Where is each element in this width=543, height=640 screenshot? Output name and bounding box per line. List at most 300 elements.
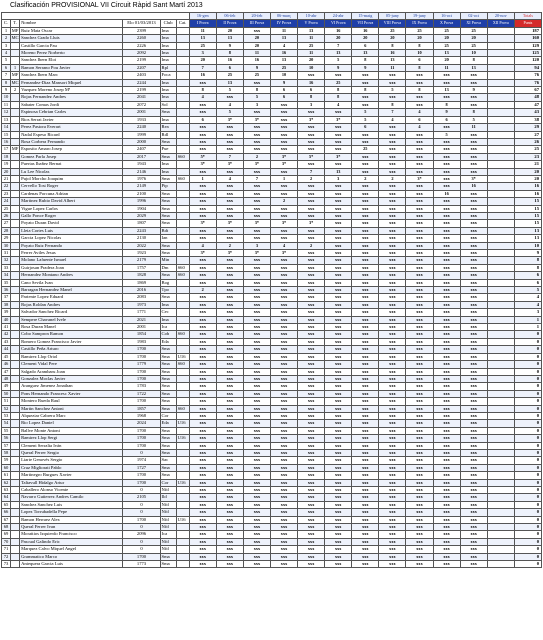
round-score-cell: xxx [352, 368, 379, 375]
round-score-cell [487, 87, 514, 94]
total-points-cell: 16 [514, 190, 541, 197]
round-score-cell: xxx [189, 131, 216, 138]
title-cell [11, 472, 20, 479]
club-cell: Sma [160, 361, 176, 368]
table-row [2, 546, 542, 553]
round-score-cell: xxx [460, 301, 487, 308]
date-cell: 16-gen [189, 13, 216, 20]
category-cell [176, 338, 189, 345]
category-cell [176, 220, 189, 227]
standings-body [2, 27, 542, 568]
round-score-cell [487, 368, 514, 375]
total-points-cell: 0 [514, 524, 541, 531]
elo-cell: 2130 [123, 235, 160, 242]
round-score-cell: xxx [189, 101, 216, 108]
table-row [2, 324, 542, 331]
category-cell [176, 442, 189, 449]
total-points-cell: 0 [514, 331, 541, 338]
total-points-cell: 67 [514, 87, 541, 94]
round-score-cell: xxx [298, 72, 325, 79]
round-score-cell: 6 [352, 42, 379, 49]
round-score-cell: xxx [460, 553, 487, 560]
round-score-cell: xxx [243, 235, 270, 242]
round-score-cell: xxx [433, 250, 460, 257]
round-score-cell: xxx [243, 368, 270, 375]
round-score-cell: xxx [406, 524, 433, 531]
round-score-cell: xxx [189, 227, 216, 234]
table-row [2, 487, 542, 494]
round-score-cell: xxx [298, 309, 325, 316]
round-score-cell: xxx [270, 212, 297, 219]
round-score-cell: 9 [460, 87, 487, 94]
position-cell: 38 [2, 301, 11, 308]
round-score-cell: 11 [270, 27, 297, 34]
table-row [2, 198, 542, 205]
elo-cell: 0 [123, 546, 160, 553]
club-cell: Sma [160, 250, 176, 257]
position-cell: 54 [2, 420, 11, 427]
round-score-cell: xxx [352, 427, 379, 434]
round-score-cell [487, 279, 514, 286]
round-score-cell: xxx [325, 398, 352, 405]
round-score-cell: xxx [352, 531, 379, 538]
round-score-cell: xxx [243, 316, 270, 323]
round-score-cell: xxx [298, 509, 325, 516]
category-cell [176, 398, 189, 405]
club-cell: Sma [160, 398, 176, 405]
round-score-cell [487, 331, 514, 338]
club-cell: Nfd [160, 524, 176, 531]
round-score-cell: xxx [406, 346, 433, 353]
round-header: I Prova [189, 20, 216, 27]
round-score-cell [487, 235, 514, 242]
round-score-cell: xxx [216, 235, 243, 242]
round-score-cell: 4 [189, 94, 216, 101]
title-cell [11, 183, 20, 190]
player-name-cell: Cruz Migliorati Pablo [20, 464, 123, 471]
table-row [2, 64, 542, 71]
round-score-cell [487, 472, 514, 479]
round-score-cell: xxx [325, 405, 352, 412]
total-points-cell: 0 [514, 553, 541, 560]
round-score-cell: xxx [189, 487, 216, 494]
round-score-cell: xxx [298, 346, 325, 353]
category-cell: S60 [176, 272, 189, 279]
round-score-cell: 13 [352, 50, 379, 57]
position-cell: 18 [2, 153, 11, 160]
elo-cell: 1700 [123, 442, 160, 449]
round-score-cell: 6 [406, 116, 433, 123]
round-score-cell: xxx [216, 346, 243, 353]
category-cell [176, 457, 189, 464]
total-points-cell: 3 [514, 309, 541, 316]
round-score-cell: 3* [298, 116, 325, 123]
round-score-cell: xxx [379, 464, 406, 471]
round-score-cell: xxx [406, 287, 433, 294]
round-score-cell: xxx [352, 375, 379, 382]
elo-cell: 1783 [123, 383, 160, 390]
round-score-cell: xxx [325, 479, 352, 486]
round-score-cell [487, 427, 514, 434]
round-score-cell: xxx [352, 442, 379, 449]
round-score-cell [487, 553, 514, 560]
round-score-cell: xxx [433, 553, 460, 560]
round-score-cell: xxx [243, 264, 270, 271]
round-score-cell [487, 398, 514, 405]
round-score-cell: 3* [216, 220, 243, 227]
position-cell: 66 [2, 509, 11, 516]
round-score-cell: xxx [352, 553, 379, 560]
table-row [2, 79, 542, 86]
category-cell [176, 472, 189, 479]
round-score-cell: xxx [216, 509, 243, 516]
round-score-cell: xxx [325, 227, 352, 234]
elo-cell: 1700 [123, 427, 160, 434]
round-score-cell: xxx [379, 131, 406, 138]
round-score-cell: xxx [352, 516, 379, 523]
elo-cell: 1727 [123, 464, 160, 471]
round-score-cell: 20 [433, 35, 460, 42]
round-score-cell: xxx [460, 516, 487, 523]
col-header-title: T. [11, 20, 20, 27]
category-cell [176, 87, 189, 94]
round-score-cell: xxx [406, 220, 433, 227]
round-score-cell: xxx [243, 464, 270, 471]
round-score-cell: xxx [352, 479, 379, 486]
round-score-cell: xxx [189, 361, 216, 368]
round-score-cell: xxx [379, 264, 406, 271]
round-score-cell: xxx [352, 524, 379, 531]
round-score-cell: xxx [189, 353, 216, 360]
round-score-cell: xxx [433, 546, 460, 553]
round-score-cell: xxx [243, 449, 270, 456]
title-cell [11, 309, 20, 316]
round-score-cell: xxx [270, 487, 297, 494]
total-points-cell: 125 [514, 50, 541, 57]
round-score-cell: 16 [325, 27, 352, 34]
elo-cell: 1807 [123, 220, 160, 227]
round-score-cell: 9 [243, 64, 270, 71]
round-score-cell [487, 324, 514, 331]
round-score-cell [487, 101, 514, 108]
round-score-cell: xxx [298, 390, 325, 397]
round-score-cell: xxx [298, 449, 325, 456]
round-score-cell: xxx [189, 79, 216, 86]
round-score-cell: xxx [216, 405, 243, 412]
round-score-cell: xxx [298, 264, 325, 271]
round-score-cell [487, 35, 514, 42]
player-name-cell: Cobo Sampron Ramon [20, 331, 123, 338]
round-score-cell: xxx [243, 479, 270, 486]
total-points-cell: 43 [514, 109, 541, 116]
total-points-cell: 0 [514, 375, 541, 382]
round-score-cell: xxx [243, 198, 270, 205]
round-score-cell: xxx [325, 420, 352, 427]
round-score-cell: 2 [352, 175, 379, 182]
table-row [2, 301, 542, 308]
round-score-cell: 7 [379, 109, 406, 116]
date-cell: 19-juny [406, 13, 433, 20]
round-score-cell: xxx [298, 524, 325, 531]
round-score-cell: 20 [298, 57, 325, 64]
round-score-cell: xxx [243, 257, 270, 264]
round-score-cell: xxx [352, 309, 379, 316]
round-score-cell: xxx [433, 205, 460, 212]
round-score-cell: xxx [406, 324, 433, 331]
round-score-cell: xxx [460, 279, 487, 286]
round-score-cell: xxx [433, 353, 460, 360]
round-score-cell [487, 264, 514, 271]
round-score-cell: 6 [406, 57, 433, 64]
round-score-cell: xxx [352, 212, 379, 219]
elo-cell: 1700 [123, 398, 160, 405]
club-cell: Sma [160, 175, 176, 182]
round-score-cell: xxx [379, 324, 406, 331]
round-score-cell: 9 [352, 64, 379, 71]
table-row [2, 205, 542, 212]
round-score-cell: 7 [189, 64, 216, 71]
round-score-cell: xxx [298, 324, 325, 331]
round-score-cell: xxx [325, 353, 352, 360]
table-row [2, 427, 542, 434]
round-score-cell: xxx [379, 383, 406, 390]
round-score-cell: xxx [298, 212, 325, 219]
title-cell [11, 338, 20, 345]
round-score-cell: xxx [270, 412, 297, 419]
player-name-cell: Grammatico Marco [20, 553, 123, 560]
round-score-cell [487, 516, 514, 523]
category-cell [176, 27, 189, 34]
round-score-cell: xxx [325, 205, 352, 212]
total-points-cell: 0 [514, 509, 541, 516]
round-score-cell: 2 [189, 287, 216, 294]
col-header-club: Club [160, 20, 176, 27]
round-score-cell: xxx [270, 287, 297, 294]
title-cell [11, 250, 20, 257]
round-score-cell: xxx [379, 146, 406, 153]
round-score-cell: xxx [189, 198, 216, 205]
date-cell: 24-abr [325, 13, 352, 20]
round-score-cell: xxx [433, 309, 460, 316]
round-score-cell: xxx [460, 361, 487, 368]
round-score-cell: xxx [270, 183, 297, 190]
total-points-cell: 8 [514, 257, 541, 264]
round-score-cell: 8 [406, 64, 433, 71]
round-score-cell: xxx [406, 383, 433, 390]
round-score-cell: xxx [325, 272, 352, 279]
elo-cell: 2199 [123, 57, 160, 64]
elo-cell: 1999 [123, 131, 160, 138]
club-cell: Ima [160, 57, 176, 64]
total-points-cell: 76 [514, 72, 541, 79]
round-score-cell: xxx [433, 294, 460, 301]
round-score-cell: xxx [352, 338, 379, 345]
player-name-cell: Aranguez Jimenez Jonathan [20, 383, 123, 390]
round-score-cell: xxx [270, 524, 297, 531]
round-score-cell: xxx [243, 375, 270, 382]
round-score-cell: xxx [406, 294, 433, 301]
round-score-cell: xxx [189, 279, 216, 286]
club-cell: Ima [160, 116, 176, 123]
round-score-cell: xxx [243, 272, 270, 279]
round-score-cell [487, 27, 514, 34]
round-score-cell: xxx [460, 494, 487, 501]
elo-cell: 1974 [123, 457, 160, 464]
round-score-cell: xxx [433, 516, 460, 523]
round-score-cell: xxx [243, 553, 270, 560]
round-score-cell: xxx [189, 516, 216, 523]
round-score-cell: xxx [270, 235, 297, 242]
category-cell [176, 198, 189, 205]
total-points-cell: 15 [514, 212, 541, 219]
round-score-cell: 5 [352, 109, 379, 116]
round-score-cell: xxx [270, 464, 297, 471]
round-score-cell: xxx [325, 472, 352, 479]
club-cell: Sma [160, 464, 176, 471]
club-cell: Sma [160, 138, 176, 145]
round-score-cell: xxx [406, 138, 433, 145]
category-cell [176, 124, 189, 131]
club-cell: Sma [160, 442, 176, 449]
standings-table [1, 12, 542, 568]
date-cell: 20-feb [243, 13, 270, 20]
round-score-cell [487, 42, 514, 49]
round-score-cell: xxx [460, 420, 487, 427]
round-header: VI Prova [325, 20, 352, 27]
round-score-cell: xxx [433, 427, 460, 434]
table-row [2, 449, 542, 456]
position-cell: 72 [2, 553, 11, 560]
player-name-cell: Gallo Ponce Roger [20, 212, 123, 219]
club-cell: Sma [160, 472, 176, 479]
round-score-cell: xxx [433, 457, 460, 464]
round-score-cell: xxx [406, 235, 433, 242]
round-score-cell: xxx [433, 449, 460, 456]
position-cell: 14 [2, 124, 11, 131]
title-cell [11, 242, 20, 249]
position-cell: 68 [2, 524, 11, 531]
round-score-cell: xxx [270, 375, 297, 382]
category-cell [176, 346, 189, 353]
category-cell: S60 [176, 361, 189, 368]
round-score-cell: xxx [243, 405, 270, 412]
round-score-cell: xxx [325, 161, 352, 168]
round-score-cell: xxx [298, 375, 325, 382]
player-name-cell: Pascual Galindo Eric [20, 538, 123, 545]
round-score-cell: 9 [216, 42, 243, 49]
category-cell [176, 168, 189, 175]
round-score-cell: xxx [325, 516, 352, 523]
round-score-cell: xxx [189, 272, 216, 279]
round-score-cell: 13 [433, 87, 460, 94]
round-score-cell: xxx [325, 561, 352, 568]
total-points-cell: 0 [514, 346, 541, 353]
round-score-cell: xxx [189, 546, 216, 553]
club-cell: Nfd [160, 538, 176, 545]
round-score-cell: xxx [325, 124, 352, 131]
round-score-cell [487, 494, 514, 501]
round-score-cell: xxx [379, 524, 406, 531]
total-points-cell: 0 [514, 405, 541, 412]
round-score-cell: xxx [460, 309, 487, 316]
round-score-cell: xxx [216, 420, 243, 427]
round-score-cell: xxx [433, 257, 460, 264]
round-score-cell: xxx [216, 464, 243, 471]
table-row [2, 168, 542, 175]
club-cell: Sma [160, 383, 176, 390]
title-cell [11, 383, 20, 390]
round-score-cell: xxx [460, 235, 487, 242]
round-score-cell: 5 [460, 116, 487, 123]
total-points-cell: 0 [514, 479, 541, 486]
elo-cell: 2179 [123, 257, 160, 264]
club-cell: Sma [160, 353, 176, 360]
round-score-cell: xxx [406, 198, 433, 205]
round-score-cell: 3* [406, 175, 433, 182]
table-row [2, 161, 542, 168]
round-score-cell: xxx [460, 368, 487, 375]
round-score-cell: xxx [352, 227, 379, 234]
title-cell [11, 353, 20, 360]
player-name-cell: Vigue Lopez Carlos [20, 205, 123, 212]
round-score-cell: xxx [406, 205, 433, 212]
title-cell: MC [11, 35, 19, 41]
round-score-cell: xxx [298, 250, 325, 257]
round-score-cell: 5 [433, 131, 460, 138]
round-score-cell: xxx [298, 405, 325, 412]
round-score-cell: xxx [460, 375, 487, 382]
round-score-cell: xxx [189, 442, 216, 449]
position-cell: 2 [2, 35, 11, 42]
round-score-cell: xxx [406, 316, 433, 323]
elo-cell: 1996 [123, 198, 160, 205]
elo-cell: 1700 [123, 346, 160, 353]
round-score-cell: xxx [189, 346, 216, 353]
table-row [2, 264, 542, 271]
position-cell: 29 [2, 235, 11, 242]
round-score-cell: 9 [325, 64, 352, 71]
round-score-cell: 8 [325, 87, 352, 94]
round-score-cell: xxx [216, 338, 243, 345]
elo-cell: 1976 [123, 175, 160, 182]
club-cell: Sma [160, 390, 176, 397]
round-score-cell [487, 57, 514, 64]
category-cell [176, 487, 189, 494]
round-score-cell: xxx [433, 524, 460, 531]
round-header: VIII Prova [379, 20, 406, 27]
title-cell [11, 264, 20, 271]
column-header-row [2, 20, 542, 27]
round-score-cell: xxx [243, 509, 270, 516]
table-row [2, 472, 542, 479]
round-score-cell: 7 [243, 175, 270, 182]
round-score-cell: xxx [406, 250, 433, 257]
elo-cell: 2243 [123, 227, 160, 234]
round-score-cell: xxx [189, 531, 216, 538]
title-cell [11, 294, 20, 301]
category-cell [176, 109, 189, 116]
round-score-cell [487, 220, 514, 227]
round-score-cell [487, 205, 514, 212]
round-score-cell: xxx [433, 324, 460, 331]
round-score-cell: xxx [216, 316, 243, 323]
round-score-cell: xxx [379, 509, 406, 516]
player-name-cell: Clement Serralta Iván [20, 442, 123, 449]
round-score-cell: xxx [433, 368, 460, 375]
title-cell [11, 257, 20, 264]
round-score-cell: xxx [460, 427, 487, 434]
round-score-cell: xxx [189, 212, 216, 219]
